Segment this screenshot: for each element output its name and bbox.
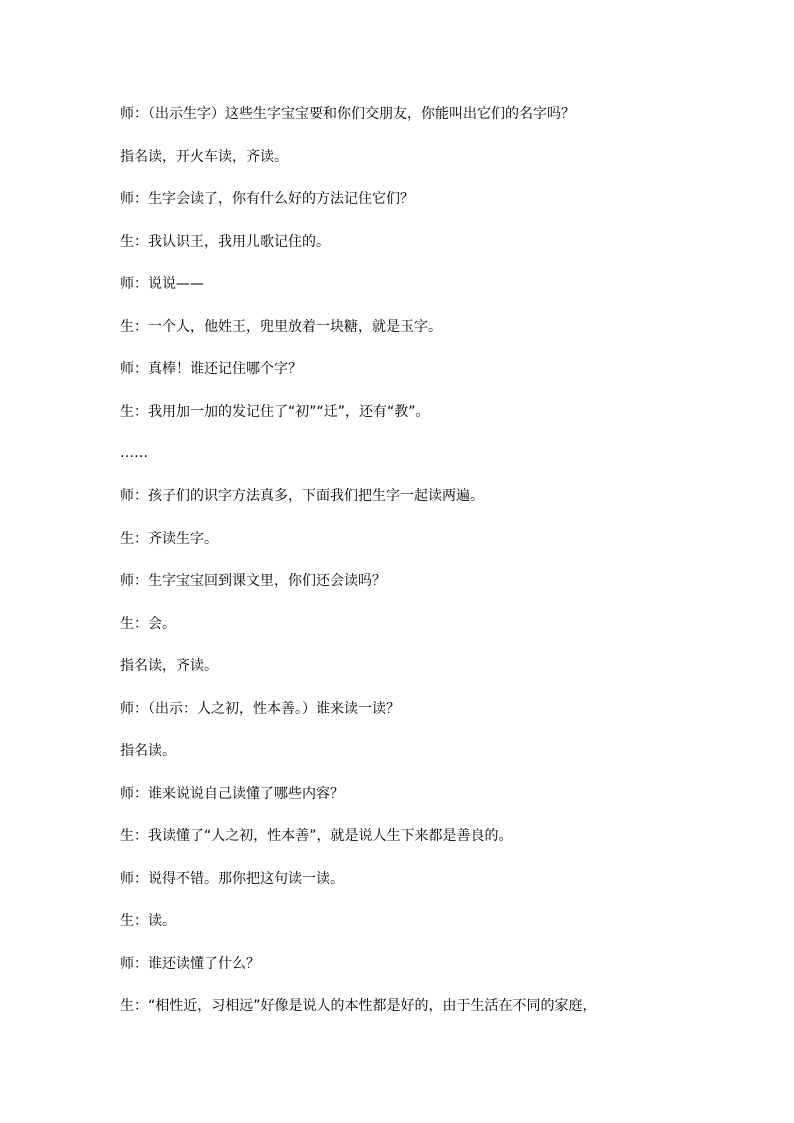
dialogue-line: 师：生字会读了，你有什么好的方法记住它们？	[120, 191, 414, 207]
dialogue-line: 师：（出示：人之初，性本善。）谁来读一读？	[120, 701, 400, 717]
dialogue-line: 生：我用加一加的发记住了“初”“迁”，还有“教”。	[120, 404, 430, 420]
dialogue-line: 师：生字宝宝回到课文里，你们还会读吗？	[120, 573, 386, 589]
dialogue-line: 生：读。	[120, 913, 176, 929]
dialogue-line: 生：齐读生字。	[120, 531, 218, 547]
dialogue-line: 师：说说——	[120, 276, 204, 292]
dialogue-line: 指名读。	[120, 743, 176, 759]
dialogue-line: 师：（出示生字）这些生字宝宝要和你们交朋友，你能叫出它们的名字吗？	[120, 106, 575, 122]
dialogue-line: 师：谁还读懂了什么？	[120, 956, 260, 972]
dialogue-line: 师：谁来说说自己读懂了哪些内容？	[120, 786, 344, 802]
dialogue-line: 生：我认识王，我用儿歌记住的。	[120, 234, 330, 250]
dialogue-line: 指名读，齐读。	[120, 658, 218, 674]
dialogue-line: 师：孩子们的识字方法真多，下面我们把生字一起读两遍。	[120, 488, 484, 504]
dialogue-line: 生：会。	[120, 616, 176, 632]
dialogue-line: 生：我读懂了“人之初，性本善”，就是说人生下来都是善良的。	[120, 828, 513, 844]
ellipsis-line: ……	[120, 445, 148, 461]
dialogue-line: 师：真棒！谁还记住哪个字？	[120, 361, 302, 377]
dialogue-line: 师：说得不错。那你把这句读一读。	[120, 871, 344, 887]
dialogue-line: 指名读，开火车读，齐读。	[120, 149, 288, 165]
dialogue-line: 生：一个人，他姓王，兜里放着一块糖，就是玉字。	[120, 319, 442, 335]
dialogue-line: 生：“相性近，习相远”好像是说人的本性都是好的，由于生活在不同的家庭，	[120, 998, 597, 1014]
